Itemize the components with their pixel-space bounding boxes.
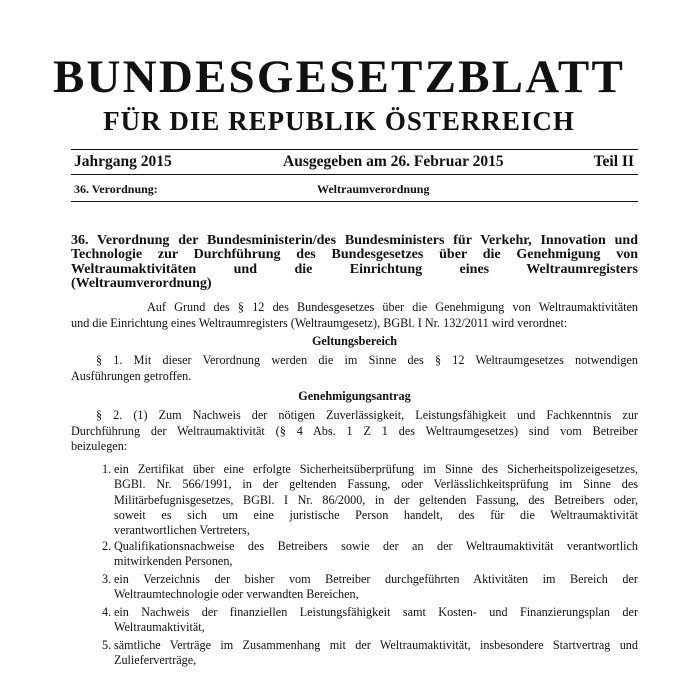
list-marker: 3. <box>102 572 112 586</box>
section-heading-application: Genehmigungsantrag <box>298 389 411 403</box>
list-item-line: Militärbefugnisgesetzes, BGBl. I Nr. 86/2000, in der geltenden Fassung, des Betreibers oder, <box>114 492 638 507</box>
list-marker: 5. <box>102 638 112 652</box>
divider-bottom <box>71 201 638 202</box>
issue-info-row <box>71 152 638 172</box>
paragraph-line: Ausführungen getroffen. <box>71 368 192 383</box>
list-item-line: soweit es sich um eine juristische Person handelt, des für die Weltraumaktivität <box>114 507 638 522</box>
issue-part: Teil II <box>593 153 634 170</box>
document-title <box>71 234 638 291</box>
list-item-line: Zulieferverträge, <box>114 653 197 668</box>
issue-year: Jahrgang 2015 <box>74 153 172 170</box>
list-item-line: Weltraumaktivität, <box>114 620 205 635</box>
section-1-text <box>71 353 638 384</box>
issue-date: Ausgegeben am 26. Februar 2015 <box>283 153 504 170</box>
regulation-name: Weltraumverordnung <box>317 182 430 196</box>
list-item-line: Qualifikationsnachweise des Betreibers sowie der an der Weltraumaktivität verantwortlich <box>114 539 638 553</box>
list-marker: 2. <box>102 539 112 553</box>
title-line: (Weltraumverordnung) <box>71 275 212 291</box>
list-item-line: ein Zertifikat über eine erfolgte Sicherheitsüberprüfung im Sinne des Sicherheitspolizeigesetzes, <box>114 462 638 476</box>
list-item-line: ein Nachweis der finanziellen Leistungsfähigkeit samt Kosten- und Finanzierungsplan der <box>114 605 638 619</box>
list-marker: 4. <box>102 605 112 619</box>
list-item-line: Weltraumtechnologie oder verwandten Bereichen, <box>114 587 359 602</box>
masthead-subtitle: FÜR DIE REPUBLIK ÖSTERREICH <box>103 106 575 136</box>
title-line: Weltraumaktivitäten und die Einrichtung eines Weltraumregisters <box>71 261 638 277</box>
divider-middle <box>71 174 638 175</box>
divider-top <box>71 149 638 150</box>
regulation-number: 36. Verordnung: <box>74 182 158 196</box>
list-item-line: sämtliche Verträge im Zusammenhang mit der Weltraumaktivität, insbesondere Startvertrag und <box>114 638 638 652</box>
title-line: 36. Verordnung der Bundesministerin/des Bundesministers für Verkehr, Innovation und <box>71 233 638 248</box>
paragraph-line: Durchführung der Weltraumaktivität (§ 4 Abs. 1 Z 1 des Weltraumgesetzes) sind vom Betreiber <box>71 423 638 438</box>
paragraph-line: § 1. Mit dieser Verordnung werden die im Sinne des § 12 Weltraumgesetzes notwendigen <box>96 353 638 367</box>
masthead-title: BUNDESGESETZBLATT <box>52 51 625 103</box>
preamble <box>71 300 638 331</box>
paragraph-line: beizulegen: <box>71 439 128 454</box>
section-heading-scope: Geltungsbereich <box>311 334 398 348</box>
section-2-text <box>71 408 638 455</box>
list-item-line: verantwortlichen Vertreters, <box>114 523 250 538</box>
list-item-line: BGBl. Nr. 566/1991, in der geltenden Fassung, oder Verlässlichkeitsprüfung im Sinne des <box>114 477 638 492</box>
preamble-line: Auf Grund des § 12 des Bundesgesetzes über die Genehmigung von Weltraumaktivitäten <box>147 300 638 314</box>
list-item-line: ein Verzeichnis der bisher vom Betreiber durchgeführten Aktivitäten im Bereich der <box>114 572 638 586</box>
list-item-line: mitwirkenden Personen, <box>114 554 233 569</box>
paragraph-line: § 2. (1) Zum Nachweis der nötigen Zuverlässigkeit, Leistungsfähigkeit und Fachkenntnis zur <box>96 408 638 422</box>
title-line: Technologie zur Durchführung des Bundesgesetzes über die Genehmigung von <box>71 247 638 263</box>
regulation-row <box>71 180 638 198</box>
preamble-line: und die Einrichtung eines Weltraumregisters (Weltraumgesetz), BGBl. I Nr. 132/2011 wird verordnet: <box>71 315 568 330</box>
list-marker: 1. <box>102 462 112 476</box>
